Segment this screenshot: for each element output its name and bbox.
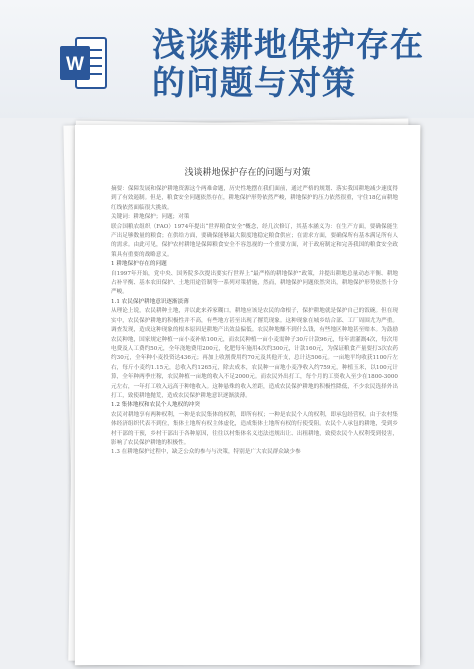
- subsection-1-3-paragraph: 1.3 在耕地保护过程中，缺乏公众的参与与决策，特别是广大农民群众缺少参: [111, 449, 301, 456]
- document-title: 浅谈耕地保护存在的问题与对策: [184, 168, 311, 178]
- document-preview-banner: [0, 0, 474, 118]
- abstract-paragraph: 摘要：保障发展和保护耕地资源这个两难命题，历史性地摆在我们面前，通过严格的规划、落实我国耕地减少速度得到了有效遏制。但是，粮食安全问题依然存在，耕地保护形势依然严峻，耕地保护的压力依然很重，守住18亿亩耕地红线依然面临很大挑战。: [111, 186, 398, 211]
- word-document-icon: [60, 36, 108, 90]
- intro-paragraph: 联合国粮农组织（FAO）1974年提出“世界粮食安全”概念，经几次修订，其基本涵义为：在生产方面，要确保能生产出足够数量的粮食；在供给方面，要确保能够最大限度地稳定粮食供应；在需求方面，要确保所有基本满足所有人的需求。由此可见，保护农村耕地是保障粮食安全不容忽视的一个重要方面，对于政府制定和完善我国的粮食安全政策具有重要的战略意义。: [111, 223, 398, 258]
- subsection-heading-1-1: 1.1 农民保护耕地意识逐渐淡薄: [111, 298, 189, 305]
- banner-title-line-2: 的问题与对策: [152, 63, 356, 102]
- keywords-paragraph: 关键词：耕地保护；问题；对策: [111, 214, 190, 221]
- document-page: [75, 125, 420, 665]
- document-body: [111, 185, 398, 458]
- word-icon-letter: W: [66, 54, 84, 75]
- subsection-heading-1-2: 1.2 集体地权和农民个人地权的冲突: [111, 402, 200, 409]
- banner-title: [152, 26, 472, 102]
- subsection-1-2-paragraph: 农民对耕地享有两种权利，一种是农民集体的权利，即所有权；一种是农民个人的权利，即承包经营权。由于农村集体经济组织代表不到位，集体土地所有权主体虚化，造成集体土地所有权的行使受阻。农民个人承包的耕地，受到乡村干部的干预，乡村干部出于各种原因，往往以村集体名义违法违规出让、出租耕地，致使农民个人权利受到侵害，影响了农民保护耕地的积极性。: [111, 411, 398, 446]
- subsection-1-1-paragraph: 从理论上说，农民耕种土地，并以此来养家糊口，耕地应该是农民的命根子，保护耕地就是保护自己的饭碗。但在现实中，农民保护耕地的积极性并不高，有些地方甚至出现了撂荒现象。这种现象在城乡结合部、工厂周围尤为严重。调查发现，造成这种现象的根本原因是耕地产出效益偏低。农民种地赚不到什么钱，有些地区种地甚至赔本。为鼓励农民种地，国家规定种植一亩小麦补贴100元，而农民种植一亩小麦需种子30斤计款96元，每年需灌溉4次，每次用电费及人工费约50元，全年浇地费用200元，化肥每年施用4次约300元，计款160元，为保证粮食产量要打3次农药约30元，全年种小麦投资达436元；再加上收割费用约70元及其他开支，总计达506元。一亩地平均收获1100斤左右，每斤小麦约1.15元，总收入约1265元，除去成本，农民种一亩地小麦净收入约759元，种植玉米，以100元计算，全年种两季庄稼，农民种植一亩地的收入不足2000元。而农民外出打工，每个月的工资收入至少在1800-3000元左右，一年打工收入远高于种地收入。这种悬殊的收入差距，造成农民保护耕地的积极性降低，不少农民选择外出打工，致使耕地抛荒，造成农民保护耕地意识逐渐淡薄。: [111, 308, 398, 399]
- section-heading-1: 1 耕地保护存在的问题: [111, 261, 167, 268]
- section-1-paragraph: 自1997年开始，党中央、国务院多次提出要实行世界上“最严格的耕地保护”政策，并提出耕地总量动态平衡、耕地占补平衡、基本农田保护、土地用途管制等一系列对策措施，然而，耕地保护问题依然突出，耕地保护形势依然十分严峻。: [111, 270, 398, 296]
- banner-title-line-1: 浅谈耕地保护存在: [152, 25, 424, 64]
